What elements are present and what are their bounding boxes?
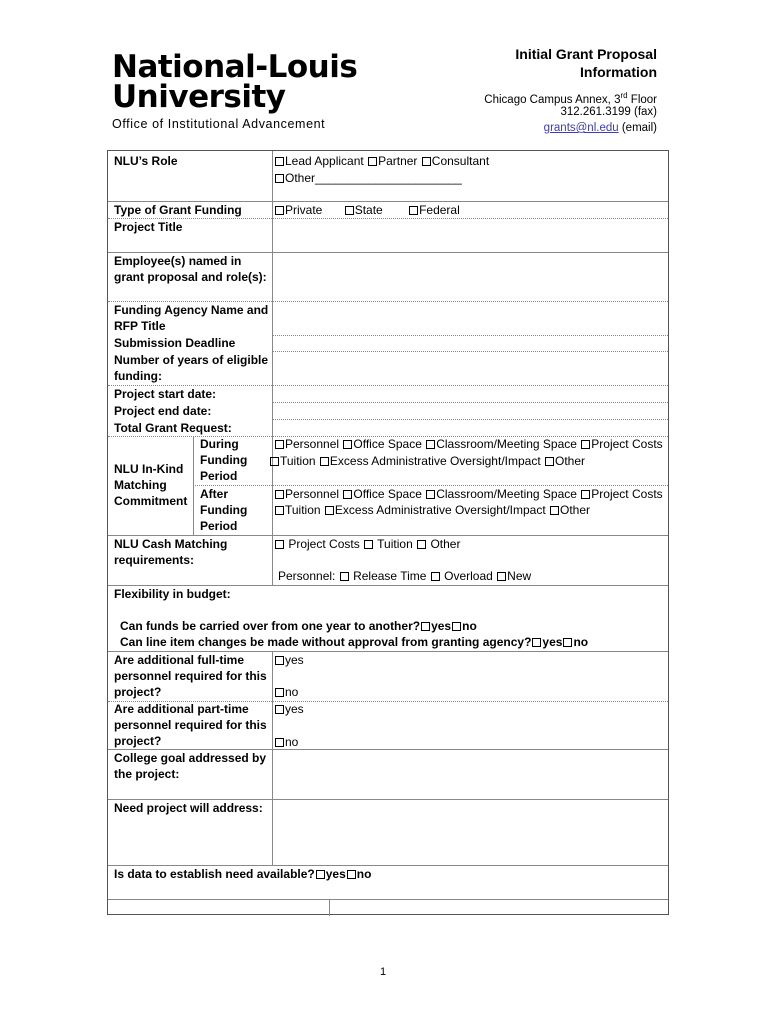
excess-oversight-checkbox[interactable] [320, 457, 329, 466]
line-item-question: Can line item changes be made without approval from granting agency? yes no [120, 635, 589, 649]
employees-label-2: grant proposal and role(s): [114, 270, 267, 284]
personnel-checkbox[interactable] [275, 440, 284, 449]
federal-checkbox[interactable] [409, 206, 418, 215]
line-no-checkbox[interactable] [563, 638, 572, 647]
need-label: Need project will address: [114, 801, 263, 815]
funding-type-options: Private State Federal [274, 202, 460, 219]
project-costs-checkbox[interactable] [581, 490, 590, 499]
deadline-label: Submission Deadline [114, 336, 236, 350]
during-label-1: During [200, 437, 239, 451]
data-question: Is data to establish need available? yes no [114, 867, 372, 881]
end-date-label: Project end date: [114, 404, 212, 418]
fulltime-yes-checkbox[interactable] [275, 656, 284, 665]
years-label-1: Number of years of eligible [114, 353, 269, 367]
cash-label-2: requirements: [114, 553, 195, 567]
carry-over-question: Can funds be carried over from one year to another? yes no [120, 619, 477, 633]
employees-label-1: Employee(s) named in [114, 254, 242, 268]
classroom-checkbox[interactable] [426, 490, 435, 499]
cash-tuition-checkbox[interactable] [364, 540, 373, 549]
cash-other-checkbox[interactable] [417, 540, 426, 549]
consultant-checkbox[interactable] [422, 157, 431, 166]
project-title-label: Project Title [114, 220, 183, 234]
state-checkbox[interactable] [345, 206, 354, 215]
flexibility-label: Flexibility in budget: [114, 587, 231, 601]
cash-options: Project Costs Tuition Other [274, 536, 460, 553]
inkind-label-1: NLU In-Kind [114, 462, 184, 476]
cash-label-1: NLU Cash Matching [114, 537, 228, 551]
tuition-checkbox[interactable] [270, 457, 279, 466]
during-label-2: Funding [200, 453, 248, 467]
carry-yes-checkbox[interactable] [421, 622, 430, 631]
role-options: Lead Applicant Partner Consultant [274, 153, 489, 170]
years-label-2: funding: [114, 369, 162, 383]
form-title-line-1: Initial Grant Proposal [515, 46, 657, 62]
parttime-label-1: Are additional part-time [114, 702, 249, 716]
office-space-checkbox[interactable] [343, 440, 352, 449]
parttime-no-checkbox[interactable] [275, 738, 284, 747]
line-yes-checkbox[interactable] [532, 638, 541, 647]
after-options-row-2: Tuition Excess Administrative Oversight/Impact Other [274, 502, 590, 519]
classroom-checkbox[interactable] [426, 440, 435, 449]
lead-applicant-checkbox[interactable] [275, 157, 284, 166]
inkind-label-3: Commitment [114, 494, 188, 508]
data-no-checkbox[interactable] [347, 870, 356, 879]
total-request-label: Total Grant Request: [114, 421, 232, 435]
fulltime-label-3: project? [114, 685, 162, 699]
personnel-checkbox[interactable] [275, 490, 284, 499]
release-time-checkbox[interactable] [340, 572, 349, 581]
tuition-checkbox[interactable] [275, 506, 284, 515]
carry-no-checkbox[interactable] [452, 622, 461, 631]
fulltime-yes: yes [274, 652, 304, 669]
after-options-row-1: Personnel Office Space Classroom/Meeting Space Project Costs [274, 486, 663, 503]
grant-form [107, 150, 669, 915]
after-label-1: After [200, 487, 229, 501]
fulltime-label-2: personnel required for this [114, 669, 267, 683]
data-yes-checkbox[interactable] [316, 870, 325, 879]
project-costs-checkbox[interactable] [581, 440, 590, 449]
overload-checkbox[interactable] [431, 572, 440, 581]
page-number: 1 [380, 966, 387, 978]
partner-checkbox[interactable] [368, 157, 377, 166]
excess-oversight-checkbox[interactable] [325, 506, 334, 515]
agency-label-2: RFP Title [114, 319, 166, 333]
parttime-no: no [274, 734, 298, 751]
role-label: NLU’s Role [114, 154, 178, 168]
parttime-yes-checkbox[interactable] [275, 705, 284, 714]
email: grants@nl.edu (email) [543, 122, 657, 134]
cash-project-costs-checkbox[interactable] [275, 540, 284, 549]
new-checkbox[interactable] [497, 572, 506, 581]
fulltime-no-checkbox[interactable] [275, 688, 284, 697]
private-checkbox[interactable] [275, 206, 284, 215]
fulltime-label-1: Are additional full-time [114, 653, 245, 667]
logo-line-1: National-Louis [112, 49, 358, 85]
form-title-line-2: Information [580, 64, 657, 80]
fax-number: 312.261.3199 (fax) [560, 106, 657, 118]
fulltime-no: no [274, 684, 298, 701]
inkind-label-2: Matching [114, 478, 167, 492]
funding-type-label: Type of Grant Funding [114, 203, 242, 217]
agency-label-1: Funding Agency Name and [114, 303, 269, 317]
after-label-2: Funding [200, 503, 248, 517]
parttime-label-3: project? [114, 734, 162, 748]
start-date-label: Project start date: [114, 387, 217, 401]
parttime-yes: yes [274, 701, 304, 718]
office-space-checkbox[interactable] [343, 490, 352, 499]
other-role-checkbox[interactable] [275, 174, 284, 183]
cash-personnel-options: Personnel: Release Time Overload New [278, 569, 532, 583]
after-label-3: Period [200, 519, 238, 533]
goal-label-2: the project: [114, 767, 180, 781]
role-other: Other______________________ [274, 170, 462, 187]
address: Chicago Campus Annex, 3rd Floor [484, 91, 657, 106]
goal-label-1: College goal addressed by [114, 751, 267, 765]
other-checkbox[interactable] [550, 506, 559, 515]
during-options-row-1: Personnel Office Space Classroom/Meeting Space Project Costs [274, 436, 663, 453]
office-name: Office of Institutional Advancement [112, 117, 326, 131]
during-options-row-2: Tuition Excess Administrative Oversight/Impact Other [269, 453, 585, 470]
logo-line-2: University [112, 79, 286, 115]
email-link[interactable]: grants@nl.edu [543, 122, 619, 134]
parttime-label-2: personnel required for this [114, 718, 267, 732]
during-label-3: Period [200, 469, 238, 483]
other-checkbox[interactable] [545, 457, 554, 466]
